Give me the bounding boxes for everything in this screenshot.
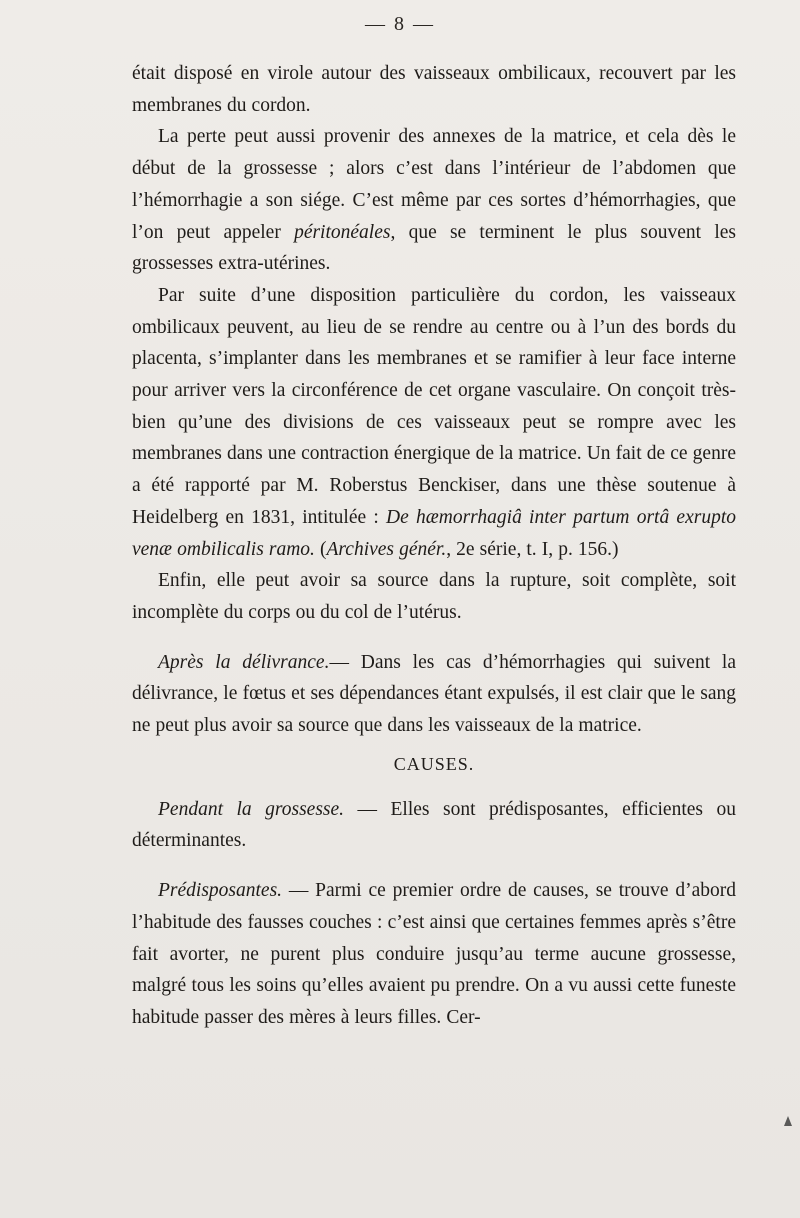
paragraph-3-italic-2: Archives génér. [326,538,447,560]
paragraph-5-text: — Dans les cas d’hémorrhagies qui suivent la délivrance, le fœtus et ses dépendances étant expulsés, il est clair que le sang ne peut plus avoir sa source que dans les vaisseaux de la matrice. [132,651,736,737]
paragraph-3-text-after: , 2e série, t. I, p. 156.) [446,538,619,560]
paragraph-5 [132,647,736,742]
spacer-2 [132,742,736,752]
paragraph-4-text: Enfin, elle peut avoir sa source dans la rupture, soit complète, soit incomplète du corps ou du col de l’utérus. [132,570,736,623]
spacer-4 [132,857,736,875]
paragraph-7-italic: Prédisposantes. [158,880,283,902]
spacer-1 [132,629,736,647]
spacer-3 [132,776,736,794]
paragraph-6-text: — Elles sont prédisposantes, efficientes ou déterminantes. [132,798,736,852]
paragraph-3-text-before: Par suite d’une disposition particulière du cordon, les vaisseaux ombilicaux peuvent, au lieu de se rendre au centre ou à l’un des bords du placenta, s’implanter dans les membranes et se ramifier à leur face interne pour arriver vers la circonférence de cet organe vasculaire. On conçoit très-bien qu’une des divisions de ces vaisseaux peut se rompre avec les membranes dans une contraction énergique de la matrice. Un fait de ce genre a été rapporté par M. Roberstus Benckiser, dans une thèse soutenue à Heidelberg en 1831, intitulée : [132,284,736,528]
paragraph-2-italic: péritonéales [294,221,391,243]
paragraph-2-text-after: , que se terminent le plus souvent les grossesses extra-utérines. [132,221,736,275]
paragraph-1 [132,58,736,121]
page-mark [784,1116,792,1126]
paragraph-7 [132,875,736,1034]
page-number: — 8 — [365,13,435,35]
paragraph-6 [132,794,736,857]
paragraph-3-italic-1: De hæmorrhagiâ inter partum ortâ exrupto venæ ombilicalis ramo. [132,506,736,560]
paragraph-6-italic: Pendant la grossesse. [158,798,345,820]
paragraph-7-text: — Parmi ce premier ordre de causes, se trouve d’abord l’habitude des fausses couches : c’est ainsi que certaines femmes après s’être fait avorter, ne purent plus conduire jusqu’au terme aucune grossesse, malgré tous les soins qu’elles avaient pu prendre. On a vu aussi cette funeste habitude passer des mères à leurs filles. Cer- [132,880,736,1028]
section-heading: CAUSES. [393,753,475,774]
paragraph-4 [132,565,736,628]
paragraph-3 [132,280,736,565]
paragraph-2-text-before: La perte peut aussi provenir des annexes de la matrice, et cela dès le début de la grossesse ; alors c’est dans l’intérieur de l’abdomen que l’hémorrhagie a son siége. C’est même par ces sortes d’hémorrhagies, que l’on peut appeler [132,126,736,243]
document-body [132,58,736,1034]
paragraph-5-italic: Après la délivrance. [158,651,330,673]
paragraph-2 [132,121,736,280]
paragraph-1-text: était disposé en virole autour des vaisseaux ombilicaux, recouvert par les membranes du cordon. [132,63,736,116]
paragraph-3-text-middle: ( [314,538,327,560]
